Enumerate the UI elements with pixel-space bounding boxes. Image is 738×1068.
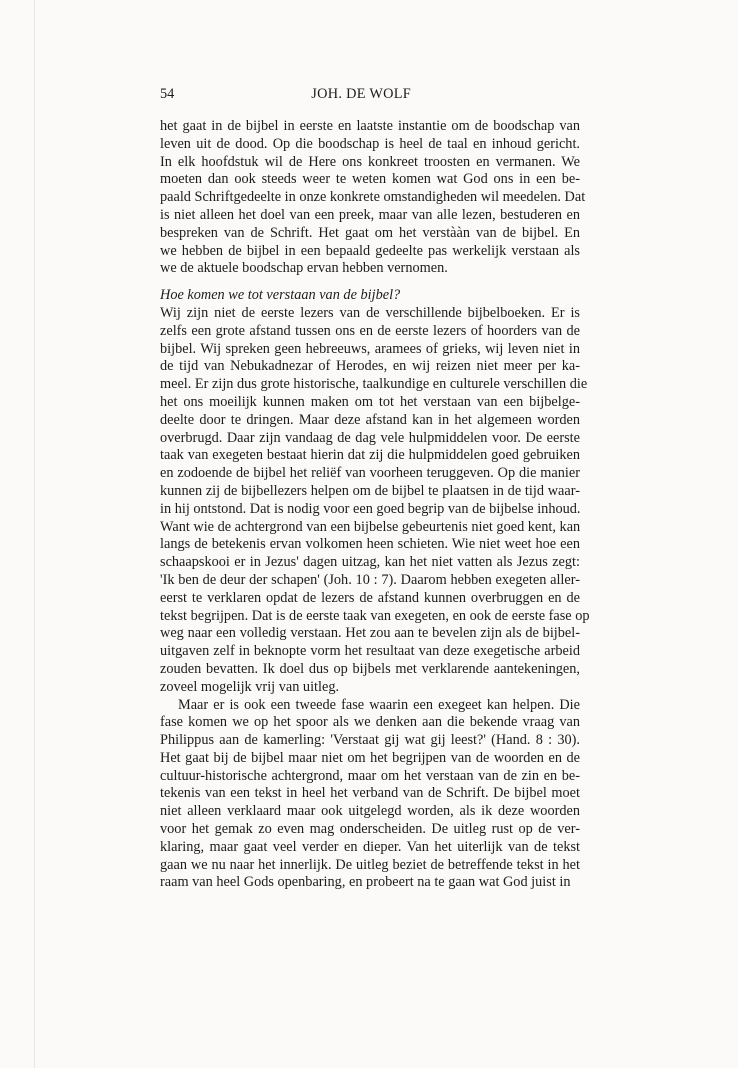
paragraph2-line: Wij zijn niet de eerste lezers van de verschillende bijbelboeken. Er is (160, 304, 580, 321)
paragraph2-line: 'Ik ben de deur der schapen' (Joh. 10 : 7). Daarom hebben exegeten aller- (160, 571, 580, 588)
paragraph2-line: taak van exegeten bestaat hierin dat zij die hulpmiddelen goed gebruiken (160, 447, 580, 464)
paragraph2-line: bijbel. Wij spreken geen hebreeuws, aramees of grieks, wij leven niet in (160, 340, 580, 357)
paragraph1-line: het gaat in de bijbel in eerste en laatste instantie om de boodschap van (160, 118, 580, 134)
paragraph2-line: en zodoende de bijbel het reliëf van voorheen teruggeven. Op die manier (160, 465, 580, 482)
paragraph2-line: zoveel mogelijk vrij van uitleg. (160, 678, 340, 695)
paragraph2-line: langs de betekenis ervan volkomen heen schieten. Wie niet weet hoe een (160, 536, 580, 553)
text-block (160, 86, 590, 892)
paragraph-1 (160, 118, 586, 278)
paragraph2-line: deelte door te dringen. Maar deze afstand kan in het algemeen worden (160, 411, 580, 428)
paragraph3-line: Het gaat bij de bijbel maar niet om het begrijpen van de woorden en de (160, 749, 580, 766)
paragraph3-line: Philippus aan de kamerling: 'Verstaat gij wat gij leest?' (Hand. 8 : 30). (160, 732, 580, 749)
page-number: 54 (160, 86, 175, 102)
paragraph1-line: we hebben de bijbel in een bepaald gedeelte pas werkelijk verstaan als (160, 242, 580, 259)
paragraph3-line: klaring, maar gaat veel verder en dieper. Van het uiterlijk van de tekst (160, 838, 580, 855)
paragraph2-line: Want wie de achtergrond van een bijbelse gebeurtenis niet goed kent, kan (160, 518, 581, 535)
paragraph3-line: gaan we nu naar het innerlijk. De uitleg beziet de betreffende tekst in het (160, 856, 580, 873)
paragraph3-line: voor het gemak zo even mag onderscheiden. De uitleg rust op de ver- (160, 821, 580, 838)
paragraph1-line: paald Schriftgedeelte in onze konkrete omstandigheden wil meedelen. Dat (160, 189, 586, 206)
paragraph3-line: cultuur-historische achtergrond, maar om het verstaan van de zin en be- (160, 767, 580, 784)
page-header (160, 86, 580, 112)
paragraph-2 (160, 304, 590, 697)
scan-edge-line (34, 0, 35, 1068)
paragraph2-line: in hij ontstond. Dat is nodig voor een goed begrip van de bijbelse inhoud. (160, 500, 581, 517)
paragraph2-line: kunnen zij de bijbellezers helpen om de bijbel te plaatsen in de tijd waar- (160, 482, 580, 499)
paragraph1-line: In elk hoofdstuk wil de Here ons konkreet troosten en vermanen. We (160, 153, 580, 170)
paragraph2-line: de tijd van Nebukadnezar of Herodes, en wij reizen niet meer per ka- (160, 358, 580, 375)
paragraph1-line: leven uit de dood. Op die boodschap is heel de taal en inhoud gericht. (160, 135, 580, 152)
paragraph1-line: is niet alleen het doel van een preek, maar van alle lezen, bestuderen en (160, 206, 580, 223)
running-head: JOH. DE WOLF (311, 86, 412, 102)
paragraph3-line: raam van heel Gods openbaring, en probeert na te gaan wat God juist in (160, 874, 571, 891)
paragraph2-line: overbrugd. Daar zijn vandaag de dag vele hulpmiddelen voor. De eerste (160, 429, 580, 446)
paragraph2-line: uitgaven zelf in beknopte vorm het resultaat van deze exegetische arbeid (160, 643, 580, 660)
paragraph2-line: schaapskooi er in Jezus' dagen uitzag, kan het niet vatten als Jezus zegt: (160, 554, 580, 571)
paragraph1-line: we de aktuele boodschap ervan hebben vernomen. (160, 260, 448, 277)
paragraph2-line: weg naar een volledig verstaan. Het zou aan te bevelen zijn als de bijbel- (160, 625, 580, 642)
paragraph2-line: eerst te verklaren opdat de lezers de afstand kunnen overbruggen en de (160, 589, 580, 606)
paragraph2-line: zelfs een grote afstand tussen ons en de eerste lezers of hoorders van de (160, 322, 580, 339)
paragraph-3 (160, 697, 580, 893)
paragraph3-line: Maar er is ook een tweede fase waarin een exegeet kan helpen. Die (178, 696, 580, 713)
paragraph1-line: moeten dan ook steeds weer te weten komen wat God ons in een be- (160, 171, 580, 188)
paragraph3-line: fase komen we op het spoor als we denken aan die bekende vraag van (160, 714, 580, 731)
paragraph2-line: tekst begrijpen. Dat is de eerste taak van exegeten, en ook de eerste fase op (160, 607, 590, 624)
paragraph3-line: niet alleen verklaard maar ook uitgelegd worden, als ik deze woorden (160, 803, 580, 820)
paragraph1-line: bespreken van de Schrift. Het gaat om het verstààn van de bijbel. En (160, 224, 580, 241)
section-heading: Hoe komen we tot verstaan van de bijbel? (160, 287, 401, 304)
paragraph2-line: zouden bevatten. Ik doel dus op bijbels met verklarende aantekeningen, (160, 660, 580, 677)
paragraph3-line: tekenis van een tekst in heel het verband van de Schrift. De bijbel moet (160, 785, 580, 802)
paragraph2-line: meel. Er zijn dus grote historische, taalkundige en culturele verschillen die (160, 376, 588, 393)
paragraph2-line: het ons moeilijk kunnen maken om tot het verstaan van een bijbelge- (160, 393, 580, 410)
